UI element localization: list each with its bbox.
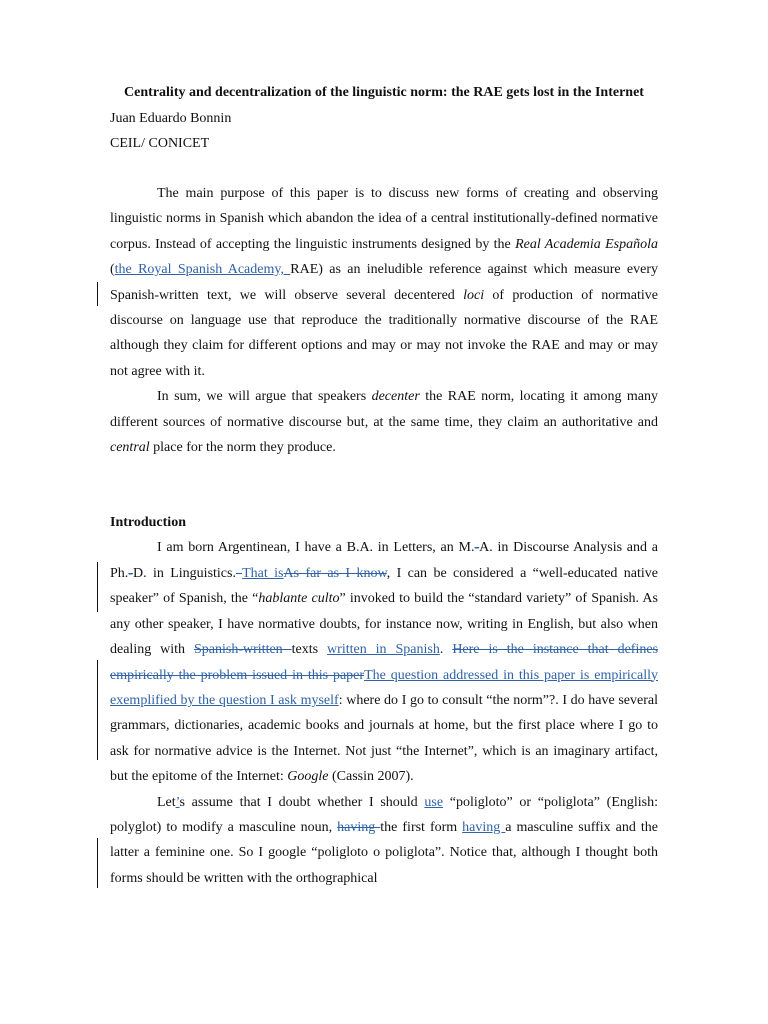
tracked-deletion[interactable]: - [474,540,480,556]
tracked-insertion[interactable]: That is [242,565,284,581]
italic-run: central [110,440,150,456]
introduction-paragraph-1 [110,535,658,789]
introduction-paragraph-2 [110,790,658,892]
tracked-insertion[interactable]: the Royal Spanish Academy, [114,262,291,278]
italic-run: hablante culto [258,591,340,607]
abstract-paragraph-2 [110,384,658,460]
tracked-deletion[interactable]: As far as I know [283,565,387,581]
text-run: texts [291,642,328,658]
tracked-deletion[interactable]: Spanish-written [194,642,292,658]
document-title: Centrality and decentralization of the linguistic norm: the RAE gets lost in the Internet [124,85,644,100]
text-run: The main purpose of this paper is to discuss new forms of creating and observing linguistic norms in Spanish which abandon the idea of a central institutionally-defined normative corpus. Instead of accepting the linguistic instruments designed by the [110,186,658,252]
tracked-insertion[interactable]: use [424,794,444,810]
text-run: ( [110,262,115,278]
change-bar [97,282,98,306]
author-name: Juan Eduardo Bonnin [110,111,232,126]
text-run: “poliglo [443,794,496,810]
text-run: of production of normative discourse on language use that reproduce the traditionally normative discourse of the RAE although they claim for different options and may or may not invoke the RAE and may or may not agree with it. [110,287,658,379]
text-run: I am born Argentinean, I have a B.A. in Letters, an M. [157,540,475,556]
tracked-deletion[interactable]: having [337,819,381,835]
text-run: s assume that I doubt whether I should [179,794,425,810]
abstract-paragraph-1 [110,181,658,384]
text-run: D. in Linguistics. [132,565,236,581]
text-run: : where do I go to consult “the norm”?. I do have several grammars, dictionaries, academic books and journals at home, but the first place where I go to ask for normative advice is the Internet. Not just “the Internet”, which is an imaginary artifact, but the epitome of the Internet: [110,692,658,785]
text-run: RAE) as an ineludible reference against which measure every Spanish-written text, we will observe several decentered [110,262,658,303]
tracked-insertion[interactable]: The question addressed in this paper is empirically exemplified by the question I ask myself [110,667,658,708]
text-run: the RAE norm, locating it among many different sources of normative discourse but, at the same time, they claim an authoritative and [110,389,658,430]
text-run: place for the norm they produce. [149,440,336,456]
text-run: to” or “poliglota” (English: polyglot) to modify a masculine noun, [110,794,658,835]
text-run: ” invoked to build the “standard variety” of Spanish. As any other speaker, I have normative doubts, for instance now, writing in English, but also when dealing with [110,591,658,658]
spacer [110,156,658,181]
text-run: a masculine suffix and the latter a feminine one. So I google “poliglo [110,819,658,861]
italic-run: Google [287,769,329,785]
spacer [110,460,658,510]
text-run: (Cassin 2007). [328,769,414,785]
text-run: the first form [380,819,463,835]
italic-run: decenter [371,389,420,405]
text-run: to o poliglota”. Notice that, although I thought both forms should be written with the orthographical [110,845,658,886]
change-bar [97,838,98,888]
tracked-insertion[interactable]: written in Spanish [327,642,440,658]
text-run: In sum, we will argue that speakers [157,389,372,405]
italic-run: Real Academia Española [515,236,658,252]
text-run: A. in Discourse Analysis and a Ph. [110,540,658,581]
change-bar [97,660,98,760]
text-run: . [439,642,453,658]
change-bar [97,562,98,612]
text-run: , I can be considered a “well-educated native speaker” of Spanish, the “ [110,565,658,607]
text-run: Let [157,794,176,810]
tracked-insertion[interactable]: ’ [175,794,180,810]
tracked-insertion[interactable]: having [462,819,506,835]
document-body [110,80,658,891]
author-affiliation: CEIL/ CONICET [110,136,210,151]
tracked-deletion[interactable]: Here is the instance that defines empirically the problem issued in this paper [110,642,659,683]
tracked-deletion[interactable]: - [128,565,133,581]
section-heading-introduction: Introduction [110,515,186,531]
italic-run: loci [463,287,485,303]
